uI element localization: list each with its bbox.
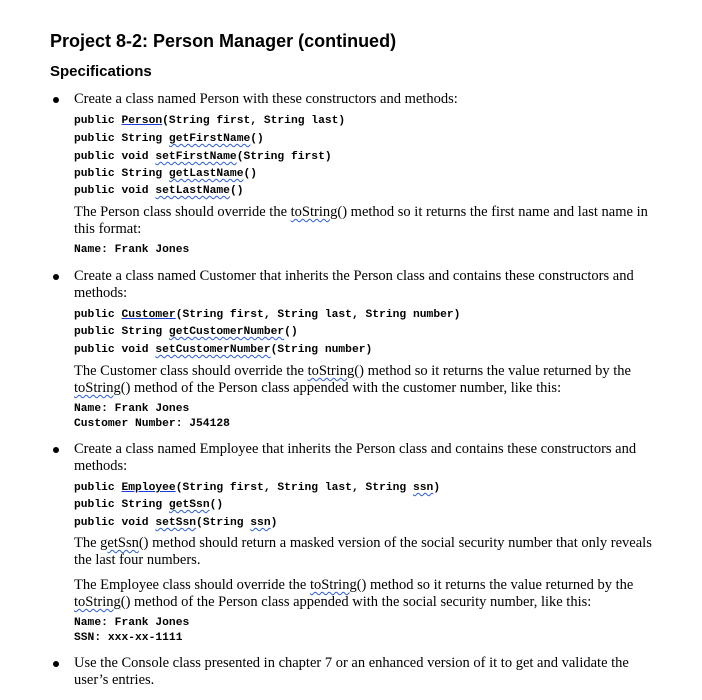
- code-line: public String getCustomerNumber(): [74, 326, 298, 338]
- bullet-3-intro: Create a class named Employee that inherits the Person class and contains these constructors and methods:: [74, 441, 637, 474]
- code-line: public void setLastName(): [74, 185, 244, 197]
- bullet-3-description-2: The Employee class should override the toString() method so it returns the value returned by the toString() method of the Person class appended with the social security number, like this:: [74, 577, 634, 610]
- example-output: Name: Frank Jones: [74, 244, 190, 256]
- code-line: public String getLastName(): [74, 168, 258, 180]
- code-line: public Person(String first, String last): [74, 115, 346, 127]
- code-line: public void setCustomerNumber(String number): [74, 344, 373, 356]
- bullet-2-intro: Create a class named Customer that inherits the Person class and contains these constructors and methods:: [74, 268, 634, 301]
- code-line: public Employee(String first, String last, String ssn): [74, 482, 441, 494]
- example-output: Name: Frank Jones: [74, 617, 190, 629]
- bullet-4-text: Use the Console class presented in chapter 7 or an enhanced version of it to get and validate the user’s entries.: [74, 655, 629, 688]
- bullet-3-description: The getSsn() method should return a masked version of the social security number that only reveals the last four numbers.: [74, 535, 652, 568]
- bullet-dot: [53, 274, 59, 280]
- bullet-dot: [53, 447, 59, 453]
- code-line: public void setSsn(String ssn): [74, 517, 278, 529]
- code-line: public String getFirstName(): [74, 133, 264, 145]
- bullet-dot: [53, 661, 59, 667]
- bullet-2-description: The Customer class should override the toString() method so it returns the value returned by the toString() method of the Person class appended with the customer number, like this:: [74, 363, 631, 396]
- section-heading: Specifications: [50, 63, 152, 80]
- example-output: Customer Number: J54128: [74, 418, 230, 430]
- example-output: SSN: xxx-xx-1111: [74, 632, 183, 644]
- bullet-dot: [53, 97, 59, 103]
- code-line: public void setFirstName(String first): [74, 151, 332, 163]
- bullet-1-intro: Create a class named Person with these constructors and methods:: [74, 91, 458, 107]
- bullet-1-description: The Person class should override the toString() method so it returns the first name and last name in this format:: [74, 204, 648, 237]
- code-line: public Customer(String first, String last, String number): [74, 309, 461, 321]
- page-title: Project 8-2: Person Manager (continued): [50, 31, 397, 51]
- code-line: public String getSsn(): [74, 499, 224, 511]
- example-output: Name: Frank Jones: [74, 403, 190, 415]
